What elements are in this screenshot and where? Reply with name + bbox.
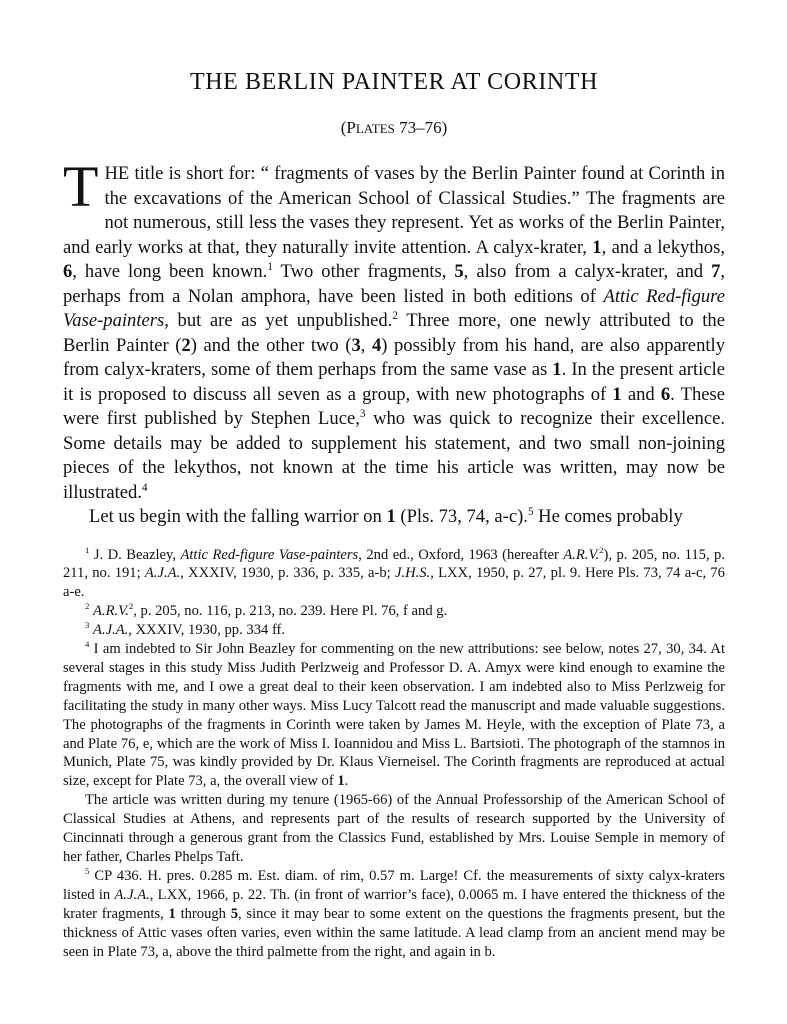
plates-reference: (PLATES 73–76) (340, 118, 448, 137)
footnote-2: $^2$ A.R.V.$^2$, p. 205, no. 116, p. 213, no. 239. Here Pl. 76, f and g. (85, 601, 448, 620)
footnote-ref: 2 (392, 309, 398, 322)
footnote-ref: 3 (359, 407, 366, 420)
article-title: THE BERLIN PAINTER AT CORINTH (189, 69, 599, 95)
footnote-ref: 1 (267, 260, 273, 273)
footnote-3: $^3$ A.J.A., XXXIV, 1930, pp. 334 ff. (85, 620, 286, 639)
drop-cap: T (63, 154, 99, 219)
footnote-ref: 5 (527, 505, 534, 518)
footnote-ref: 4 (142, 481, 148, 494)
footnotes (63, 546, 725, 962)
paragraph-warrior: Let us begin with the falling warrior on 1 (Pls. 73, 74, a-c).$^5$ He comes probably (89, 505, 683, 527)
body-text (63, 154, 726, 530)
footnote-1: $^1$ J. D. Beazley, Attic Red-figure Vase-painters, 2nd ed., Oxford, 1963 (hereafter A.R.V.$^2$), p. 205, no. 115, p. 211, no. 191; A.J.A., XXXIV, 1930, p. 336, p. 335, a-b; J.H.S., LXX, 1950, p. 27, pl. 9. Here Pls. 73, 74 a-c, 76 a-e. (63, 544, 725, 601)
footnote-4-continued: The article was written during my tenure (1965-66) of the Annual Professorship of the American School of Classical Studies at Athens, and represents part of the results of research supported by the University of Cincinnati through a generous grant from the Classics Fund, established by Mrs. Louise Semple in memory of her father, Charles Phelps Taft. (63, 792, 725, 865)
paragraph-intro: THE title is short for: “ fragments of vases by the Berlin Painter found at Corinth in the excavations of the American School of Classical Studies.” The fragments are not numerous, still less the vases they represent. Yet as works of the Berlin Painter, and early works at that, they naturally invite attention. A calyx-krater, 1, and a lekythos, 6, have long been known.$^1$ Two other fragments, 5, also from a calyx-krater, and 7, perhaps from a Nolan amphora, have been listed in both editions of Attic Red-figure Vase-painters, but are as yet unpublished.$^2$ Three more, one newly attributed to the Berlin Painter (2) and the other two (3, 4) possibly from his hand, are also apparently from calyx-kraters, some of them perhaps from the same vase as 1. In the present article it is proposed to discuss all seven as a group, with new photographs of 1 and 6. These were first published by Stephen Luce,$^3$ who was quick to recognize their excellence. Some details may be added to supplement his statement, and two small non-joining pieces of the lekythos, not known at the time his article was written, may now be illustrated.$^4$ (63, 154, 726, 503)
article-page (63, 62, 725, 961)
footnote-5: $^5$ CP 436. H. pres. 0.285 m. Est. diam. of rim, 0.57 m. Large! Cf. the measurements of sixty calyx-kraters listed in A.J.A., LXX, 1966, p. 22. Th. (in front of warrior’s face), 0.0065 m. I have entered the thickness of the krater fragments, 1 through 5, since it may bear to some extent on the questions the fragments present, but the thickness of Attic vases often varies, even within the same latitude. A lead clamp from an ancient mend may be seen in Plate 73, a, above the third palmette from the right, and again in b. (63, 866, 725, 960)
footnote-4: $^4$ I am indebted to Sir John Beazley for commenting on the new attributions: see below, notes 27, 30, 34. At several stages in this study Miss Judith Perlzweig and Professor D. A. Amyx were kind enough to examine the fragments with me, and I owe a great deal to their keen observation. I am indebted also to Miss Perlzweig for facilitating the study in many other ways. Miss Lucy Talcott read the manuscript and made valuable suggestions. The photographs of the fragments in Corinth were taken by James M. Heyle, with the exception of Plate 73, a and Plate 76, e, which are the work of Miss I. Ioannidou and Miss L. Bartsioti. The photograph of the stamnos in Munich, Plate 75, was kindly provided by Dr. Klaus Vierneisel. The Corinth fragments are reproduced at actual size, except for Plate 73, a, the overall view of 1. (63, 639, 725, 790)
book-title: Attic Red-figure Vase-painters (63, 285, 725, 331)
